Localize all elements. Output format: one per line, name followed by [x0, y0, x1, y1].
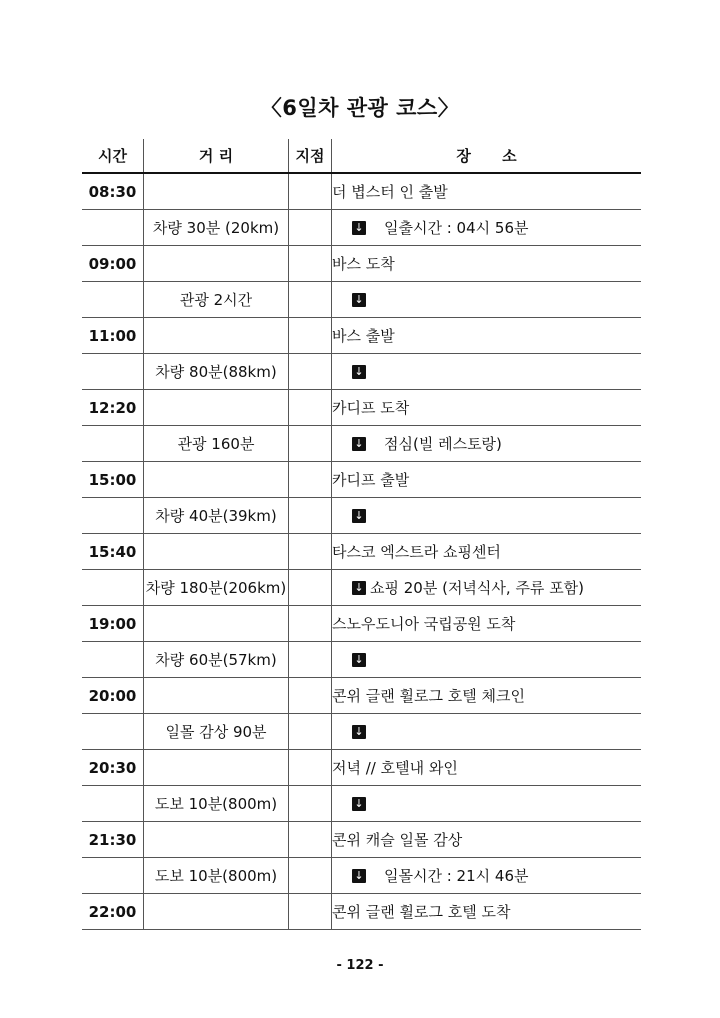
row-time: 08:30 [82, 173, 144, 210]
down-arrow-icon: ↓ [352, 509, 366, 523]
row-place [332, 210, 642, 246]
row-place [332, 318, 642, 354]
table-row [82, 678, 641, 714]
row-place-text: 콘위 글랜 휠로그 호텔 체크인 [332, 687, 525, 705]
row-time [82, 498, 144, 534]
row-place [332, 570, 642, 606]
table-row [82, 858, 641, 894]
row-point [289, 750, 332, 786]
row-place-text: 콘위 글랜 휠로그 호텔 도착 [332, 903, 511, 921]
row-place [332, 714, 642, 750]
row-distance [144, 390, 289, 426]
down-arrow-icon: ↓ [352, 797, 366, 811]
row-place [332, 678, 642, 714]
row-point [289, 318, 332, 354]
row-place-text: 바스 출발 [332, 327, 395, 345]
down-arrow-icon: ↓ [352, 725, 366, 739]
row-time [82, 570, 144, 606]
row-distance: 차량 40분(39km) [144, 498, 289, 534]
row-note: 쇼핑 20분 (저녁식사, 주류 포함) [370, 579, 585, 597]
row-time: 20:30 [82, 750, 144, 786]
row-time [82, 786, 144, 822]
row-place [332, 390, 642, 426]
row-point [289, 642, 332, 678]
table-row [82, 426, 641, 462]
row-point [289, 426, 332, 462]
row-point [289, 894, 332, 930]
table-row [82, 534, 641, 570]
table-row [82, 750, 641, 786]
row-time: 11:00 [82, 318, 144, 354]
row-time: 15:40 [82, 534, 144, 570]
row-point [289, 210, 332, 246]
row-distance [144, 318, 289, 354]
row-distance: 일몰 감상 90분 [144, 714, 289, 750]
down-arrow-icon: ↓ [352, 365, 366, 379]
table-header-row [82, 139, 641, 173]
table-row [82, 173, 641, 210]
row-time: 19:00 [82, 606, 144, 642]
row-place-text: 콘위 캐슬 일몰 감상 [332, 831, 463, 849]
row-point [289, 354, 332, 390]
table-row [82, 606, 641, 642]
row-place-text: 저녁 // 호텔내 와인 [332, 759, 458, 777]
row-point [289, 822, 332, 858]
table-row [82, 354, 641, 390]
row-time: 09:00 [82, 246, 144, 282]
row-time: 22:00 [82, 894, 144, 930]
table-row [82, 822, 641, 858]
row-place [332, 534, 642, 570]
row-place [332, 173, 642, 210]
row-place [332, 894, 642, 930]
row-distance: 차량 180분(206km) [144, 570, 289, 606]
row-place-text: 스노우도니아 국립공원 도착 [332, 615, 516, 633]
row-distance: 차량 60분(57km) [144, 642, 289, 678]
row-point [289, 462, 332, 498]
table-row [82, 894, 641, 930]
row-distance [144, 750, 289, 786]
row-place [332, 426, 642, 462]
row-point [289, 714, 332, 750]
row-note: 일몰시간 : 21시 46분 [384, 867, 529, 885]
row-time [82, 858, 144, 894]
page-title: 〈6일차 관광 코스〉 [260, 96, 460, 120]
row-place [332, 642, 642, 678]
row-distance [144, 678, 289, 714]
row-point [289, 534, 332, 570]
row-place [332, 462, 642, 498]
down-arrow-icon: ↓ [352, 221, 366, 235]
row-point [289, 786, 332, 822]
table-row [82, 282, 641, 318]
row-time: 21:30 [82, 822, 144, 858]
row-place [332, 606, 642, 642]
row-place [332, 282, 642, 318]
table-row [82, 246, 641, 282]
row-note: 일출시간 : 04시 56분 [384, 219, 529, 237]
table-row [82, 210, 641, 246]
row-place [332, 786, 642, 822]
row-distance [144, 534, 289, 570]
table-row [82, 462, 641, 498]
row-point [289, 282, 332, 318]
row-place-text: 카디프 출발 [332, 471, 410, 489]
row-time: 15:00 [82, 462, 144, 498]
header-distance: 거 리 [144, 139, 289, 173]
row-distance: 차량 30분 (20km) [144, 210, 289, 246]
down-arrow-icon: ↓ [352, 437, 366, 451]
row-place-text: 더 볍스터 인 출발 [332, 183, 448, 201]
table-row [82, 786, 641, 822]
row-place [332, 246, 642, 282]
row-place [332, 822, 642, 858]
row-point [289, 570, 332, 606]
row-point [289, 678, 332, 714]
table-row [82, 570, 641, 606]
row-distance: 관광 2시간 [144, 282, 289, 318]
row-place [332, 354, 642, 390]
row-distance [144, 173, 289, 210]
row-place-text: 타스코 엑스트라 쇼핑센터 [332, 543, 501, 561]
schedule-table [82, 139, 641, 930]
row-distance [144, 894, 289, 930]
row-point [289, 246, 332, 282]
table-row [82, 318, 641, 354]
row-point [289, 606, 332, 642]
row-point [289, 173, 332, 210]
row-time [82, 354, 144, 390]
page-number: - 122 - [336, 958, 384, 973]
row-distance: 차량 80분(88km) [144, 354, 289, 390]
row-distance: 도보 10분(800m) [144, 858, 289, 894]
table-row [82, 642, 641, 678]
row-distance [144, 462, 289, 498]
row-time [82, 426, 144, 462]
row-place [332, 858, 642, 894]
down-arrow-icon: ↓ [352, 653, 366, 667]
row-distance [144, 606, 289, 642]
row-distance: 관광 160분 [144, 426, 289, 462]
header-place: 장 소 [332, 139, 642, 173]
row-time: 12:20 [82, 390, 144, 426]
row-place [332, 498, 642, 534]
down-arrow-icon: ↓ [352, 581, 366, 595]
row-place [332, 750, 642, 786]
row-time: 20:00 [82, 678, 144, 714]
row-time [82, 642, 144, 678]
table-row [82, 714, 641, 750]
row-point [289, 390, 332, 426]
table-row [82, 498, 641, 534]
row-distance [144, 822, 289, 858]
row-point [289, 858, 332, 894]
row-point [289, 498, 332, 534]
down-arrow-icon: ↓ [352, 293, 366, 307]
table-row [82, 390, 641, 426]
row-note: 점심(빌 레스토랑) [384, 435, 502, 453]
row-place-text: 카디프 도착 [332, 399, 410, 417]
row-distance [144, 246, 289, 282]
down-arrow-icon: ↓ [352, 869, 366, 883]
row-time [82, 210, 144, 246]
row-place-text: 바스 도착 [332, 255, 395, 273]
header-time: 시간 [82, 139, 144, 173]
row-distance: 도보 10분(800m) [144, 786, 289, 822]
header-point: 지점 [289, 139, 332, 173]
row-time [82, 282, 144, 318]
row-time [82, 714, 144, 750]
